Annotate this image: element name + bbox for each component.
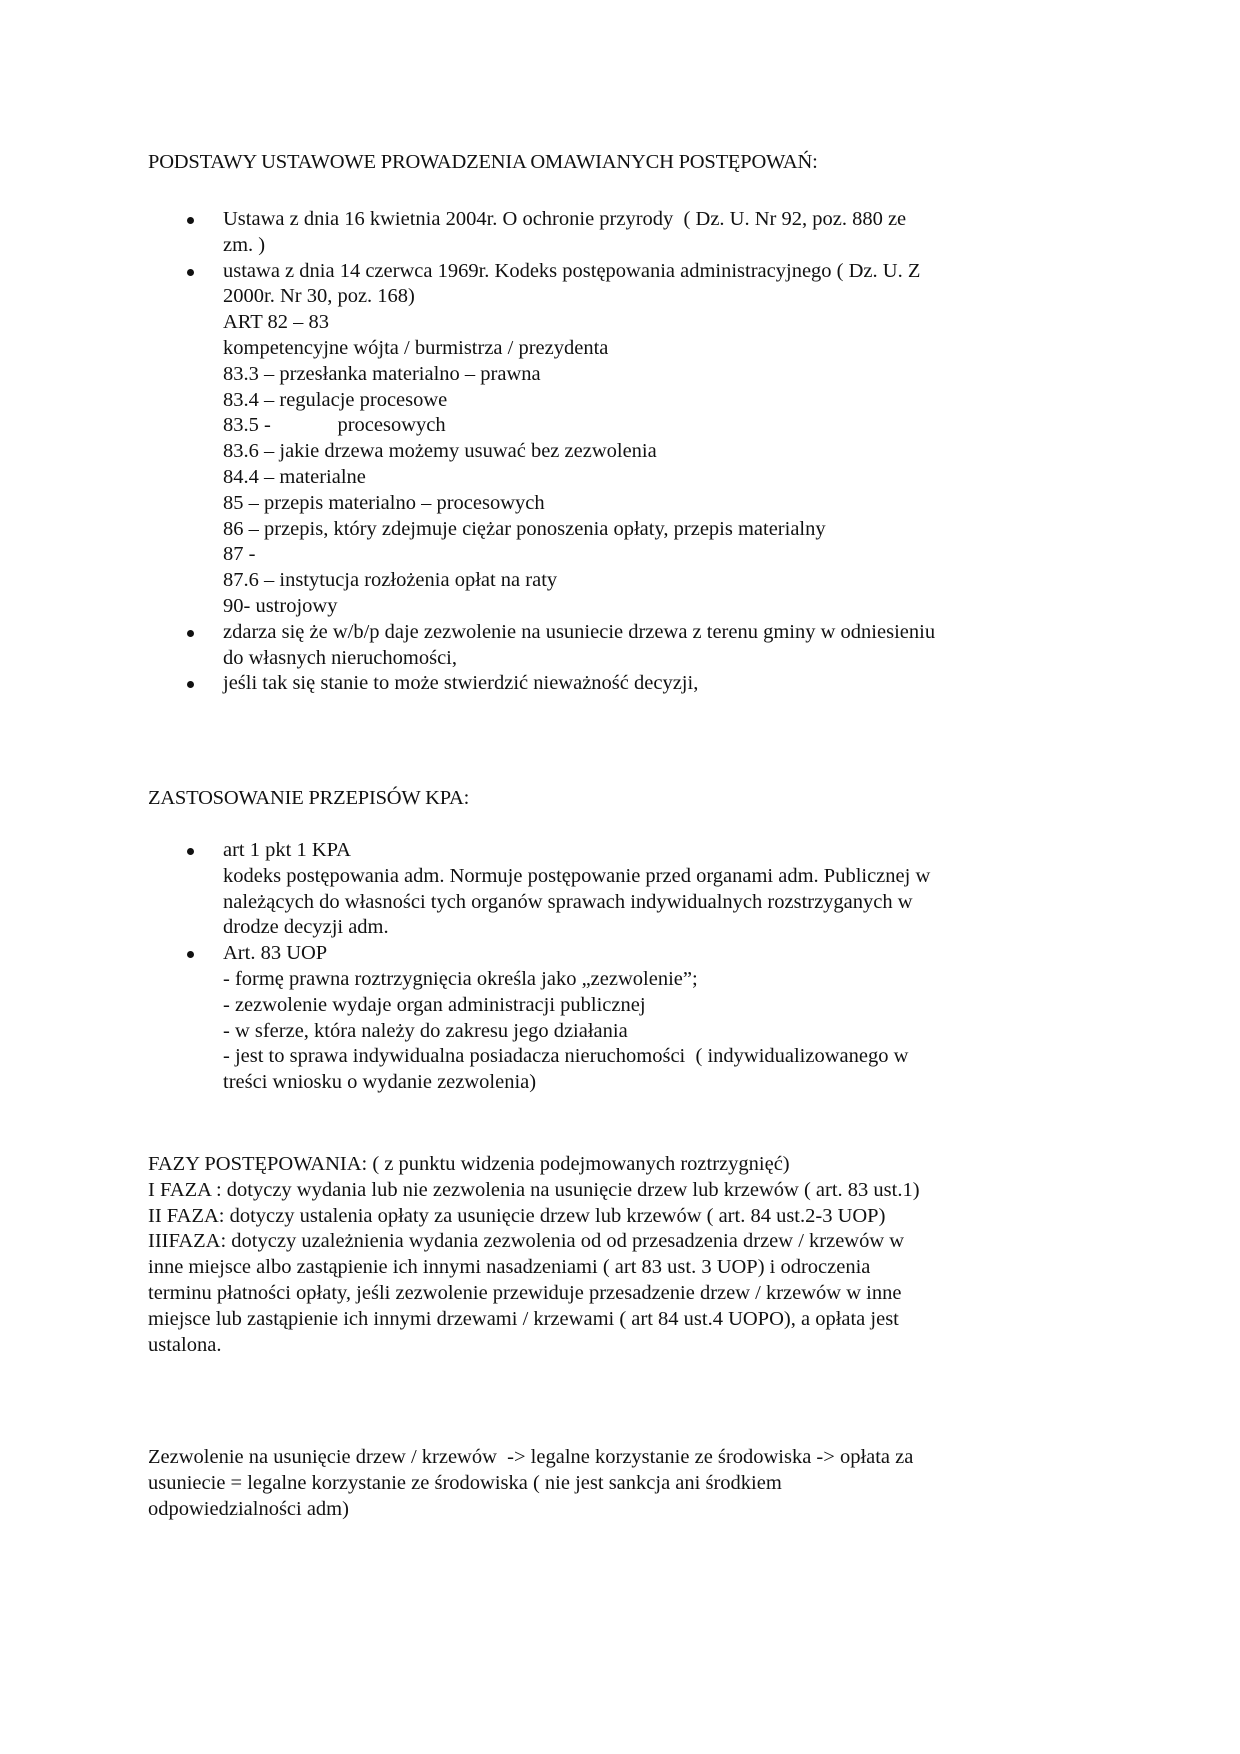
bullet-icon (187, 951, 194, 958)
zastosowanie-list (148, 838, 1098, 1096)
list-item: Art. 83 UOP - formę prawna roztrzygnięcia określa jako „zezwolenie”; - zezwolenie wydaje organ administracji publicznej - w sferze, która należy do zakresu jego działania - jest to sprawa indywidualna posiadacza nieruchomości ( indywidualizowanego w treści wniosku o wydanie zezwolenia) (148, 941, 1098, 1096)
fazy-heading: FAZY POSTĘPOWANIA: ( z punktu widzenia podejmowanych roztrzygnięć) (148, 1153, 790, 1175)
podstawy-list (148, 207, 1098, 697)
bullet-icon (187, 269, 194, 276)
list-item: ustawa z dnia 14 czerwca 1969r. Kodeks postępowania administracyjnego ( Dz. U. Z 2000r. Nr 30, poz. 168) ART 82 – 83 kompetencyjne wójta / burmistrza / prezydenta 83.3 – przesłanka materialno – prawna 83.4 – regulacje procesowe 83.5 - procesowych 83.6 – jakie drzewa możemy usuwać bez zezwolenia 84.4 – materialne 85 – przepis materialno – procesowych 86 – przepis, który zdejmuje ciężar ponoszenia opłaty, przepis materialny 87 - 87.6 – instytucja rozłożenia opłat na raty 90- ustrojowy (148, 259, 1098, 620)
bullet-icon (187, 630, 194, 637)
section-heading-zastosowanie: ZASTOSOWANIE PRZEPISÓW KPA: (148, 787, 470, 809)
fazy-postepowania-paragraph: FAZY POSTĘPOWANIA: ( z punktu widzenia podejmowanych roztrzygnięć) I FAZA : dotyczy wydania lub nie zezwolenia na usunięcie drzew lub krzewów ( art. 83 ust.1) II FAZA: dotyczy ustalenia opłaty za usunięcie drzew lub krzewów ( art. 84 ust.2-3 UOP) IIIFAZA: dotyczy uzależnienia wydania zezwolenia od od przesadzenia drzew / krzewów w inne miejsce albo zastąpienie ich innymi nasadzeniami ( art 83 ust. 3 UOP) i odroczenia terminu płatności opłaty, jeśli zezwolenie przewiduje przesadzenie drzew / krzewów w inne miejsce lub zastąpienie ich innymi drzewami / krzewami ( art 84 ust.4 UOPO), a opłata jest ustalona. (148, 1152, 1098, 1358)
list-item: art 1 pkt 1 KPA kodeks postępowania adm. Normuje postępowanie przed organami adm. Publicznej w należących do własności tych organów sprawach indywidualnych rozstrzyganych w drodze decyzji adm. (148, 838, 1098, 941)
list-item: Ustawa z dnia 16 kwietnia 2004r. O ochronie przyrody ( Dz. U. Nr 92, poz. 880 ze zm. ) (148, 207, 1098, 259)
section-heading-podstawy: PODSTAWY USTAWOWE PROWADZENIA OMAWIANYCH POSTĘPOWAŃ: (148, 151, 818, 173)
list-item: zdarza się że w/b/p daje zezwolenie na usuniecie drzewa z terenu gminy w odniesieniu do własnych nieruchomości, (148, 620, 1098, 672)
bullet-icon (187, 848, 194, 855)
bullet-icon (187, 681, 194, 688)
bullet-icon (187, 217, 194, 224)
list-item: jeśli tak się stanie to może stwierdzić nieważność decyzji, (148, 671, 1098, 697)
zezwolenie-paragraph: Zezwolenie na usunięcie drzew / krzewów -> legalne korzystanie ze środowiska -> opłata za usuniecie = legalne korzystanie ze środowiska ( nie jest sankcja ani środkiem odpowiedzialności adm) (148, 1446, 914, 1520)
